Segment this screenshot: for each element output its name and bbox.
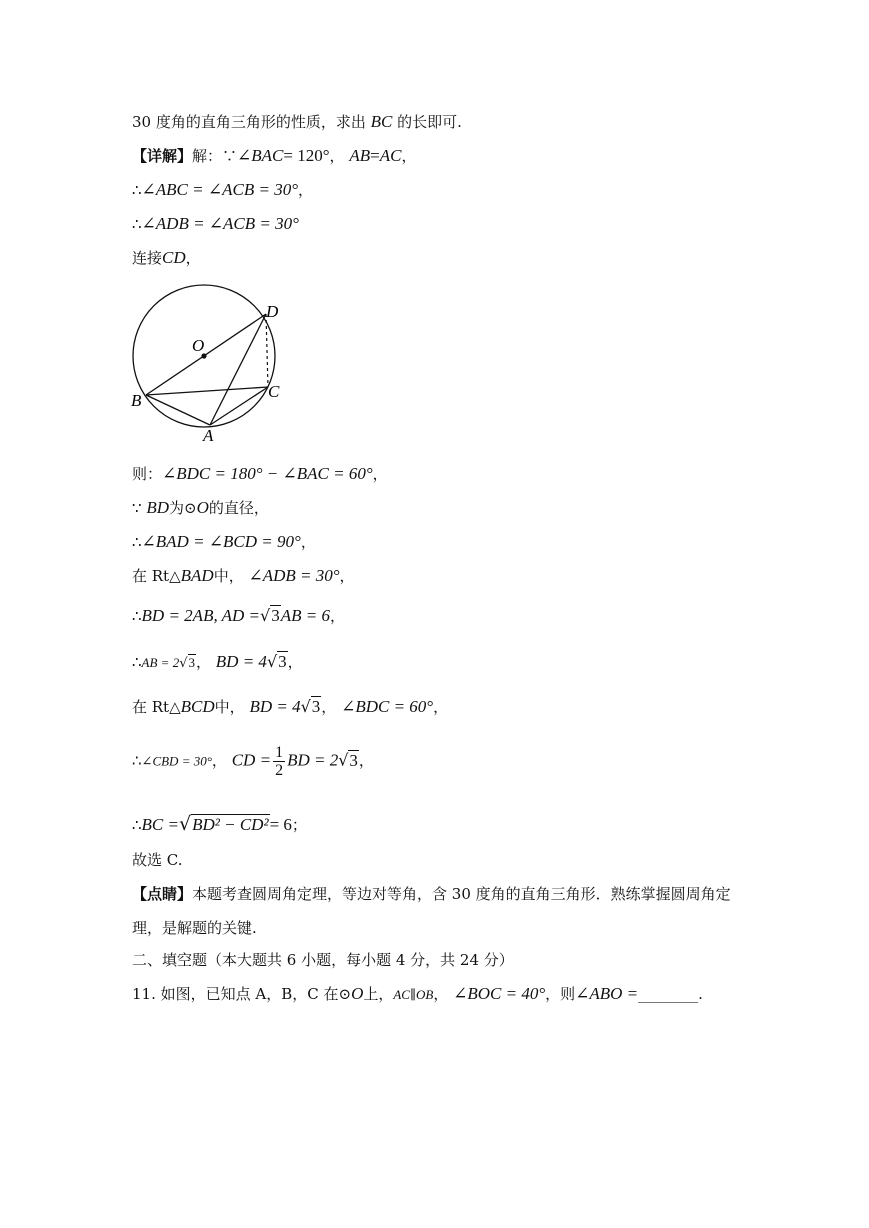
text-line-12: 在 Rt△BCD中， BD = 4√3， ∠BDC = 60°， (132, 697, 449, 716)
text-line-9: 在 Rt△BAD中， ∠ADB = 30°， (132, 566, 355, 585)
label-o: O (192, 336, 205, 355)
text-line-8: ∴∠BAD = ∠BCD = 90°， (132, 532, 316, 551)
section-heading: 二、填空题（本大题共 6 小题，每小题 4 分，共 24 分） (132, 951, 514, 969)
detail-tag: 【详解】 (132, 147, 193, 165)
label-d: D (266, 302, 279, 321)
segment-bc (146, 387, 268, 395)
label-a: A (203, 426, 214, 444)
text-line-1: 30 度角的直角三角形的性质，求出 BC 的长即可. (132, 112, 462, 131)
text-line-6: 则：∠BDC = 180° − ∠BAC = 60°， (132, 464, 388, 483)
circle-figure (126, 284, 306, 444)
remark-tag: 【点睛】 (132, 885, 193, 903)
text-line-5: 连接CD， (132, 248, 201, 267)
text-line-7: ∵ BD为⊙O的直径， (132, 498, 269, 517)
answer-blank: ________ (638, 985, 699, 1003)
label-c: C (268, 382, 280, 401)
text-line-14: ∴BC =√BD² − CD²= 6； (132, 813, 307, 835)
segment-ad (210, 314, 266, 425)
fraction-one-half: $\frac{1}{2}$ (275, 744, 284, 779)
segment-ba (146, 395, 210, 425)
text-line-15: 故选 C. (132, 851, 183, 869)
question-11: 11. 如图，已知点 A，B，C 在⊙O上，AC∥OB， ∠BOC = 40°，则∠ABO =________. (132, 984, 703, 1003)
text-line-16: 【点睛】本题考查圆周角定理，等边对等角，含 30 度角的直角三角形．熟练掌握圆周角定 (132, 885, 731, 903)
text-line-10: ∴BD = 2AB, AD =√3AB = 6， (132, 606, 345, 625)
text-line-13: ∴∠CBD = 30°， CD = $\frac{1}{2}$ BD = 2√3， (132, 744, 374, 779)
segment-ac (210, 387, 268, 425)
text-line-3: ∴∠ABC = ∠ACB = 30°， (132, 180, 314, 199)
text-line-2: 【详解】解：∵∠BAC= 120°， AB=AC， (132, 146, 417, 165)
label-b: B (131, 391, 142, 410)
text-line-17: 理，是解题的关键. (132, 919, 257, 937)
text-line-4: ∴∠ADB = ∠ACB = 30° (132, 214, 299, 233)
text-line-11: ∴AB = 2√3， BD = 4√3， (132, 652, 303, 671)
